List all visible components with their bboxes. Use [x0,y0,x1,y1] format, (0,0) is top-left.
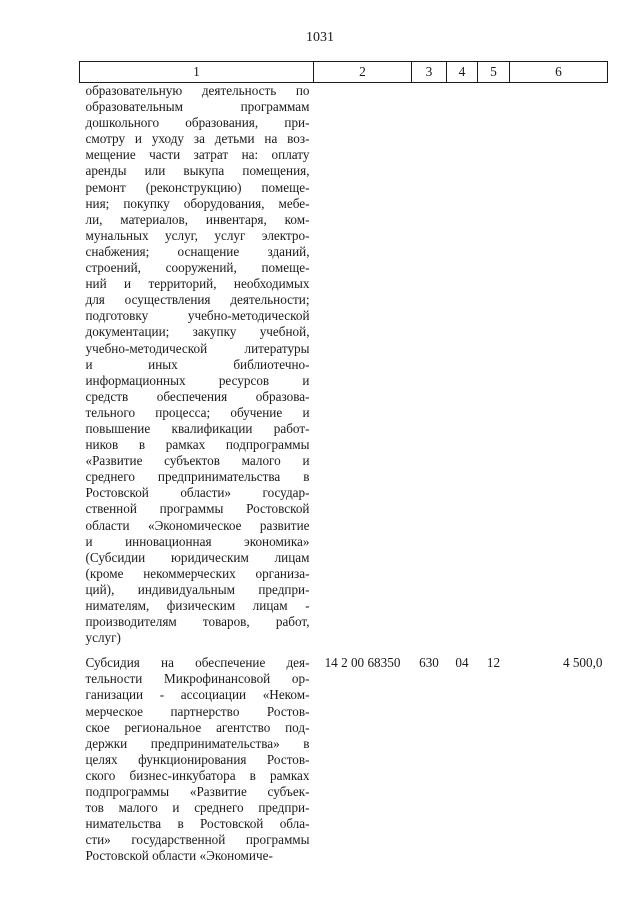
name-line: информационных ресурсов и [85,372,310,388]
name-line: образовательную деятельность по [85,83,310,98]
name-line: (кроме некоммерческих организа- [85,565,310,581]
name-line: повышение квалификации работ- [85,420,310,436]
name-line: ское региональное агентство под- [85,719,310,735]
name-line: подготовку учебно-методической [85,308,310,324]
name-line: Ростовской области» государ- [85,485,310,501]
name-line: держки предпринимательства» в [85,735,310,751]
row-vr [412,83,447,647]
name-line: Ростовской области «Экономиче- [85,848,273,864]
name-line: аренды или выкупа помещения, [85,163,310,179]
row-csr [314,83,412,647]
name-line: нимательства в Ростовской обла- [85,816,310,832]
col-header-name: 1 [80,62,314,83]
name-line: ния; покупку оборудования, мебе- [85,195,310,211]
col-header-amount: 6 [510,62,608,83]
name-line: ли, материалов, инвентаря, ком- [85,211,310,227]
name-line: мунальных услуг, услуг электро- [85,227,310,243]
name-line: (Субсидии юридическим лицам [85,549,310,565]
row-vr: 630 [419,655,439,671]
name-line: средств обеспечения образова- [85,388,310,404]
name-line: и иных библиотечно- [85,356,310,372]
name-line: производителям товаров, работ, [85,614,310,630]
row-rz [447,83,478,647]
name-line: и инновационная экономика» [85,533,310,549]
col-header-rz: 4 [447,62,478,83]
name-line: тельности Микрофинансовой ор- [85,671,310,687]
row-name [80,83,314,647]
name-line: ций), индивидуальным предпри- [85,581,310,597]
name-line: Субсидия на обеспечение дея- [85,655,310,671]
name-line: ремонт (реконструкцию) помеще- [85,179,310,195]
name-line: ского бизнес-инкубатора в рамках [85,767,310,783]
row-gap [80,646,608,655]
name-line: ственной программы Ростовской [85,501,310,517]
name-line: образовательным программам [85,99,310,115]
row-csr: 14 2 00 68350 [324,655,401,671]
col-header-csr: 2 [314,62,412,83]
name-line: области «Экономическое развитие [85,517,310,533]
header-row [80,62,608,83]
name-line: тельного процесса; обучение и [85,404,310,420]
name-line: документации; закупку учебной, [85,324,310,340]
col-header-vr: 3 [412,62,447,83]
col-header-pr: 5 [478,62,510,83]
name-line: строений, сооружений, помеще- [85,260,310,276]
row-pr [478,83,510,647]
row-amount [510,83,608,647]
name-line: ников в рамках подпрограммы [85,437,310,453]
name-line: снабжения; оснащение зданий, [85,243,310,259]
name-line: нимателям, физическим лицам - [85,598,310,613]
row-rz: 04 [455,655,469,671]
row-amount: 4 500,0 [562,655,603,671]
name-line: сти» государственной программы [85,832,310,848]
row-name [80,655,314,864]
name-line: смотру и уходу за детьми на воз- [85,131,310,147]
name-line: среднего предпринимательства в [85,469,310,485]
name-line: целях функционирования Ростов- [85,751,310,767]
name-line: ганизации - ассоциации «Неком- [85,687,310,703]
name-line: мещение части затрат на: оплату [85,147,310,163]
name-line: мерческое партнерство Ростов- [85,703,310,719]
name-line: услуг) [85,630,121,646]
row-pr: 12 [486,655,501,671]
table-row [80,83,608,647]
name-line: ний и территорий, необходимых [85,276,310,292]
name-line: тов малого и среднего предпри- [85,800,310,816]
name-line: «Развитие субъектов малого и [85,453,310,469]
name-line: учебно-методической литературы [85,340,310,356]
name-line: подпрограммы «Развитие субъек- [85,784,310,800]
name-line: для осуществления деятельности; [85,292,310,308]
budget-table [79,61,608,865]
table-row [80,655,608,864]
page-number: 1031 [306,30,334,45]
name-line: дошкольного образования, при- [85,115,310,131]
